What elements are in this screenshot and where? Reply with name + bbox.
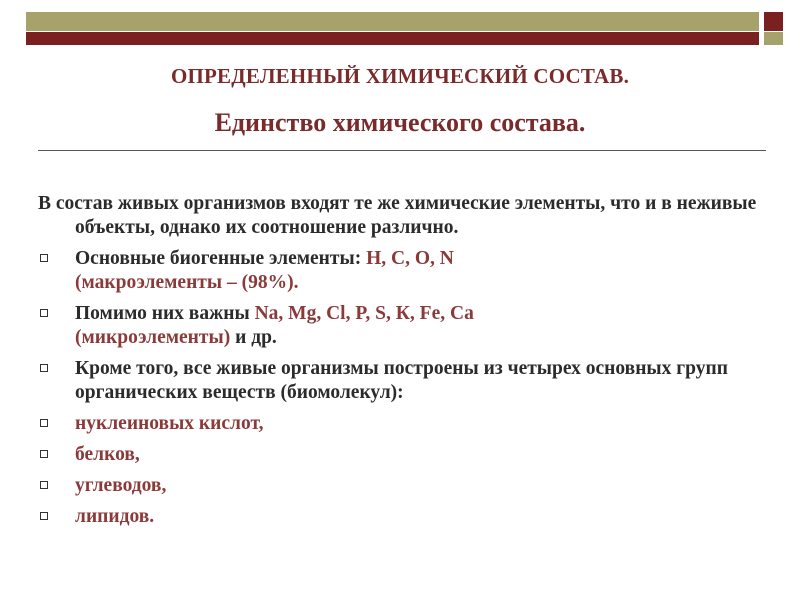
intro-paragraph: В состав живых организмов входят те же химические элементы, что и в неживые объекты, однако их соотношение различно. bbox=[38, 193, 757, 238]
bullet-item-carbohydrates bbox=[38, 474, 778, 498]
bullet-item-macroelements bbox=[38, 247, 778, 295]
header-square-olive bbox=[764, 32, 783, 45]
bullet-text: Основные биогенные элементы: bbox=[75, 248, 367, 269]
square-bullet-icon bbox=[40, 450, 48, 458]
square-bullet-icon bbox=[40, 364, 48, 372]
title-divider bbox=[38, 150, 766, 151]
bullet-continuation: (макроэлементы – (98%). bbox=[75, 272, 299, 293]
header-bar-maroon bbox=[26, 32, 759, 45]
bullet-item-nucleic-acids bbox=[38, 412, 778, 436]
square-bullet-icon bbox=[40, 309, 48, 317]
slide-title: ОПРЕДЕЛЕННЫЙ ХИМИЧЕСКИЙ СОСТАВ. bbox=[170, 64, 630, 88]
bullet-item-lipids bbox=[38, 505, 778, 529]
bullet-item-microelements bbox=[38, 302, 778, 350]
bullet-item-proteins bbox=[38, 443, 778, 467]
bullet-accent: углеводов, bbox=[75, 475, 167, 496]
square-bullet-icon bbox=[40, 512, 48, 520]
header-square-maroon bbox=[764, 12, 783, 31]
square-bullet-icon bbox=[40, 419, 48, 427]
bullet-item-biomolecules bbox=[38, 357, 778, 405]
bullet-text: Кроме того, все живые организмы построены из четырех основных групп органических веществ (биомолекул): bbox=[75, 358, 728, 403]
slide-subtitle: Единство химического состава. bbox=[214, 108, 586, 137]
slide-body bbox=[38, 192, 778, 536]
bullet-continuation: (микроэлементы) bbox=[75, 327, 231, 348]
header-bar-olive bbox=[26, 12, 759, 31]
bullet-accent: нуклеиновых кислот, bbox=[75, 413, 264, 434]
bullet-text: Помимо них важны bbox=[75, 303, 255, 324]
bullet-tail: и др. bbox=[230, 327, 277, 348]
bullet-accent: Na, Mg, Cl, P, S, К, Fe, Ca bbox=[254, 303, 474, 324]
bullet-accent: белков, bbox=[75, 444, 140, 465]
bullet-accent: H, C, O, N bbox=[366, 248, 454, 269]
square-bullet-icon bbox=[40, 481, 48, 489]
bullet-accent: липидов. bbox=[75, 506, 155, 527]
square-bullet-icon bbox=[40, 254, 48, 262]
